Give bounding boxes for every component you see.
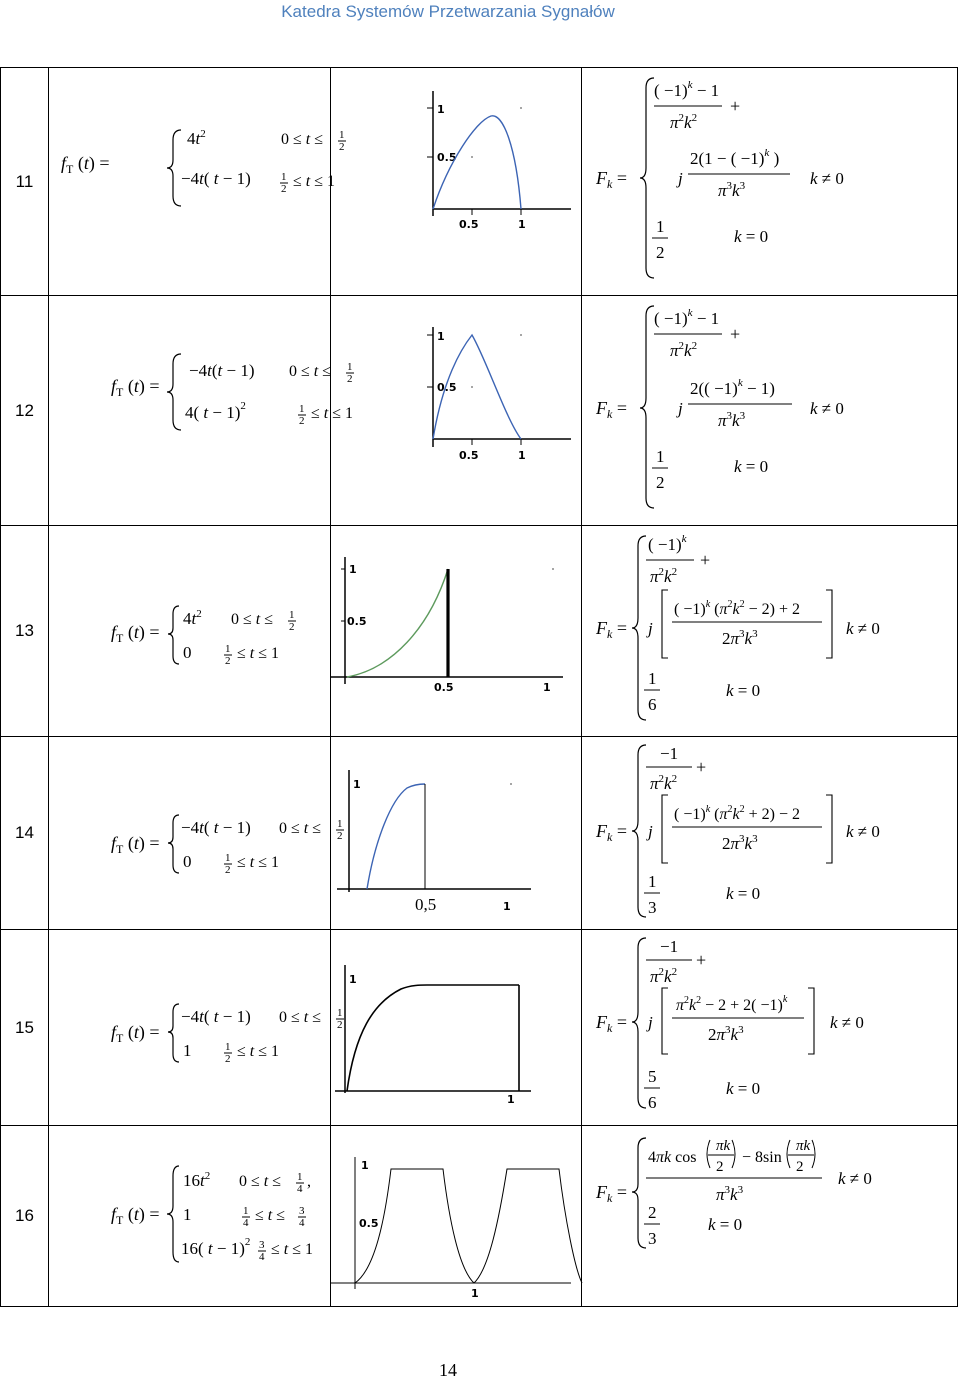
- plot-figure: [331, 529, 582, 734]
- definition-formula: [49, 296, 354, 520]
- svg-text:2: 2: [339, 141, 345, 153]
- svg-text:3: 3: [299, 1205, 305, 1217]
- svg-text:16t2: $16t^2$: [183, 1170, 211, 1190]
- svg-text:4( t − 1)2: 4( t − 1)$^2$: [185, 400, 246, 422]
- svg-text:4t2: $4t^2$: [187, 128, 206, 148]
- table-row: [1, 296, 958, 526]
- table-row: [1, 526, 958, 737]
- svg-text:1: 1: [337, 818, 343, 830]
- svg-text:+: +: [730, 96, 741, 116]
- svg-text:3: 3: [648, 898, 657, 917]
- svg-text:5: 5: [648, 1067, 657, 1086]
- plot-figure: [331, 740, 582, 927]
- coefficient-formula: [582, 296, 959, 520]
- svg-text:π3k3: $\pi^3k^3$: [718, 180, 746, 200]
- x-tick-0-5: 0.5: [434, 680, 454, 694]
- y-tick-0-5: 0.5: [437, 380, 457, 394]
- table-row: [1, 930, 958, 1126]
- coefficient-formula: [582, 68, 959, 290]
- svg-text:+: +: [700, 550, 711, 570]
- svg-text:2π3k3: $2\pi^3k^3$: [722, 628, 758, 648]
- plot-figure: [331, 71, 582, 293]
- svg-text:Fk =: $F_k$ =: [596, 1012, 627, 1035]
- svg-text:fT (t) =: $f_T$ (t) =: [111, 622, 160, 645]
- curve: [355, 1169, 582, 1283]
- table-row: [1, 737, 958, 930]
- svg-text:1: 1: [225, 852, 231, 864]
- svg-text:fT (t) =: $f_T$ (t) =: [111, 1022, 160, 1045]
- svg-text:≤ t ≤ 1: ≤ t ≤ 1: [237, 645, 280, 662]
- function-definition: [49, 296, 354, 526]
- svg-text:2: 2: [289, 621, 295, 633]
- page-header: Katedra Systemów Przetwarzania Sygnałów: [281, 2, 615, 21]
- svg-text:2: 2: [337, 830, 343, 842]
- svg-text:2(( −1)k − 1): $2(( -1)^k - 1)$: [690, 377, 775, 398]
- svg-text:1: 1: [289, 609, 295, 621]
- svg-text:2: 2: [299, 415, 305, 427]
- fourier-coefficients: [582, 1126, 958, 1307]
- definition-formula: [49, 737, 343, 924]
- svg-text:4: 4: [297, 1183, 303, 1195]
- fourier-coefficients: [582, 68, 958, 296]
- svg-text:π2k2: $\pi^2k^2$: [670, 340, 698, 360]
- function-plot: [331, 1126, 582, 1307]
- svg-text:( −1)k (π2k2 − 2) + 2: ( −1)$^k$ $(\pi^2k^2 - 2) + 2$: [674, 599, 800, 618]
- function-plot: [331, 930, 582, 1126]
- svg-text:6: 6: [648, 695, 657, 714]
- svg-text:+: +: [730, 324, 741, 344]
- y-tick-1: 1: [349, 972, 357, 986]
- svg-text:k ≠ 0: k ≠ 0: [810, 169, 844, 188]
- row-number: 13: [1, 526, 49, 737]
- curve: [433, 335, 521, 439]
- svg-text:j: j: [648, 822, 653, 841]
- svg-text:1: 1: [656, 217, 665, 236]
- svg-text:1: 1: [337, 1007, 343, 1019]
- svg-text:3: 3: [259, 1239, 265, 1251]
- svg-text:j: j: [648, 619, 653, 638]
- svg-text:2: 2: [347, 373, 353, 385]
- svg-text:1: 1: [183, 1041, 192, 1060]
- svg-text:Fk =: $F_k$ =: [596, 821, 627, 844]
- svg-text:1: 1: [347, 361, 353, 373]
- fourier-coefficients: [582, 296, 958, 526]
- svg-text:2: 2: [225, 1053, 231, 1065]
- svg-text:( −1)k: ( −1)$^k$: [648, 533, 687, 554]
- x-tick-0-5: 0.5: [459, 217, 479, 231]
- svg-text:≤ t ≤ 1: ≤ t ≤ 1: [271, 1241, 314, 1258]
- svg-text:k ≠ 0: k ≠ 0: [846, 619, 880, 638]
- svg-text:,: ,: [307, 1173, 311, 1190]
- x-tick-1: 1: [471, 1286, 479, 1300]
- fourier-coefficients: [582, 737, 958, 930]
- svg-text:1: 1: [225, 1041, 231, 1053]
- svg-text:1: 1: [648, 669, 657, 688]
- y-tick-1: 1: [361, 1158, 369, 1172]
- fourier-coefficients: [582, 930, 958, 1126]
- svg-text:k = 0: k = 0: [734, 227, 769, 246]
- svg-text:1: 1: [183, 1205, 192, 1224]
- svg-text:2: 2: [337, 1019, 343, 1031]
- svg-text:0 ≤ t ≤: 0 ≤ t ≤: [289, 363, 332, 380]
- svg-text:k = 0: k = 0: [734, 457, 769, 476]
- svg-text:0 ≤ t ≤: 0 ≤ t ≤: [231, 611, 274, 628]
- curve: [367, 784, 425, 889]
- svg-text:fT (t) =: $f_T$ (t) =: [111, 1204, 160, 1227]
- svg-text:≤ t ≤: ≤ t ≤: [255, 1207, 286, 1224]
- svg-text:2: 2: [225, 864, 231, 876]
- svg-text:k ≠ 0: k ≠ 0: [838, 1169, 872, 1188]
- plot-figure: [331, 1129, 582, 1304]
- svg-text:π2k2: $\pi^2k^2$: [650, 773, 678, 793]
- svg-text:≤ t ≤ 1: ≤ t ≤ 1: [293, 173, 336, 190]
- svg-text:−4t(t − 1): −4t(t − 1): [189, 361, 255, 380]
- svg-text:Fk =: $F_k$ =: [596, 618, 627, 641]
- function-plot: [331, 68, 582, 296]
- y-tick-0-5: 0.5: [347, 614, 367, 628]
- definition-formula: [49, 1126, 331, 1301]
- svg-text:0: 0: [183, 643, 192, 662]
- svg-text:16( t − 1)2: 16( t − 1)$^2$: [181, 1236, 251, 1258]
- svg-text:π2k2: $\pi^2k^2$: [650, 566, 678, 586]
- svg-text:2(1 − ( −1)k ): 2(1 − ( −1)$^k$ ): [690, 147, 780, 168]
- row-number: 15: [1, 930, 49, 1126]
- function-plot: [331, 296, 582, 526]
- row-number: 11: [1, 68, 49, 296]
- coefficient-formula: [582, 930, 959, 1120]
- coefficient-formula: [582, 526, 959, 731]
- y-tick-0-5: 0.5: [359, 1216, 379, 1230]
- svg-text:πk: πk: [796, 1138, 811, 1154]
- x-tick-0-5: 0.5: [459, 448, 479, 462]
- svg-text:1: 1: [339, 129, 345, 141]
- x-tick-1: 1: [518, 217, 526, 231]
- x-tick-0-5: 0,5: [415, 894, 437, 914]
- function-plot: [331, 526, 582, 737]
- function-definition: [49, 737, 343, 930]
- svg-text:2π3k3: $2\pi^3k^3$: [722, 833, 758, 853]
- svg-text:Fk =: $F_k$ =: [596, 398, 627, 421]
- svg-text:π3k3: $\pi^3k^3$: [716, 1184, 744, 1204]
- svg-text:0 ≤ t ≤: 0 ≤ t ≤: [279, 1009, 322, 1026]
- svg-text:j: j: [648, 1013, 653, 1032]
- table-row: [1, 68, 958, 296]
- definition-formula: [49, 68, 345, 290]
- svg-text:1: 1: [297, 1171, 303, 1183]
- svg-text:π2k2: $\pi^2k^2$: [670, 112, 698, 132]
- svg-text:0 ≤ t ≤: 0 ≤ t ≤: [281, 131, 324, 148]
- y-tick-1: 1: [353, 777, 361, 791]
- svg-text:k ≠ 0: k ≠ 0: [810, 399, 844, 418]
- svg-text:4t2: $4t^2$: [183, 608, 202, 628]
- svg-text:j: j: [678, 399, 683, 418]
- coefficient-formula: [582, 1126, 959, 1301]
- svg-text:k = 0: k = 0: [708, 1215, 743, 1234]
- y-tick-1: 1: [349, 562, 357, 576]
- svg-text:k = 0: k = 0: [726, 884, 761, 903]
- svg-text:π2k2 − 2 + 2( −1)k: $\pi^2k^2 - 2 + 2( -1)^k$: [676, 994, 788, 1014]
- svg-text:π2k2: $\pi^2k^2$: [650, 966, 678, 986]
- definition-formula: [49, 526, 331, 731]
- svg-text:4: 4: [259, 1251, 265, 1263]
- svg-text:−4t( t − 1): −4t( t − 1): [181, 818, 251, 837]
- svg-text:Fk =: $F_k$ =: [596, 1182, 627, 1205]
- svg-text:2: 2: [225, 655, 231, 667]
- svg-text:2: 2: [656, 473, 665, 492]
- function-plot: [331, 737, 582, 930]
- svg-text:k ≠ 0: k ≠ 0: [846, 822, 880, 841]
- svg-text:1: 1: [281, 171, 287, 183]
- plot-figure: [331, 933, 582, 1123]
- definition-formula: [49, 930, 343, 1120]
- y-tick-1: 1: [437, 102, 445, 116]
- function-definition: [49, 526, 331, 737]
- svg-text:2: 2: [796, 1159, 804, 1175]
- svg-text:−4t( t − 1): −4t( t − 1): [181, 1007, 251, 1026]
- table-row: [1, 1126, 958, 1307]
- row-number: 16: [1, 1126, 49, 1307]
- svg-text:2: 2: [648, 1203, 657, 1222]
- svg-text:1: 1: [225, 643, 231, 655]
- svg-text:1: 1: [299, 403, 305, 415]
- svg-text:4πk cos: 4πk cos: [648, 1149, 697, 1166]
- fourier-table: [0, 67, 958, 1307]
- svg-text:0 ≤ t ≤: 0 ≤ t ≤: [239, 1173, 282, 1190]
- svg-text:1: 1: [648, 872, 657, 891]
- coefficient-formula: [582, 737, 959, 924]
- svg-text:2: 2: [281, 183, 287, 195]
- svg-text:k = 0: k = 0: [726, 681, 761, 700]
- svg-text:4: 4: [299, 1217, 305, 1229]
- svg-text:1: 1: [656, 447, 665, 466]
- svg-text:fT (t) =: $f_T$ (t) =: [111, 833, 160, 856]
- svg-text:− 8sin: − 8sin: [742, 1149, 782, 1166]
- y-tick-1: 1: [437, 329, 445, 343]
- svg-text:+: +: [696, 757, 707, 777]
- svg-text:Fk =: $F_k$ =: [596, 168, 627, 191]
- row-number: 12: [1, 296, 49, 526]
- svg-text:0 ≤ t ≤: 0 ≤ t ≤: [279, 820, 322, 837]
- svg-text:πk: πk: [716, 1138, 731, 1154]
- svg-text:2: 2: [656, 243, 665, 262]
- svg-text:3: 3: [648, 1229, 657, 1248]
- svg-text:( −1)k − 1: ( −1)$^k$ − 1: [654, 79, 720, 100]
- function-definition: [49, 1126, 331, 1307]
- svg-text:k ≠ 0: k ≠ 0: [830, 1013, 864, 1032]
- function-definition: [49, 930, 343, 1126]
- row-number: 14: [1, 737, 49, 930]
- svg-text:k = 0: k = 0: [726, 1079, 761, 1098]
- svg-text:−4t( t − 1): −4t( t − 1): [181, 169, 251, 188]
- svg-text:fT (t) =: $f_T$ (t) =: [61, 153, 110, 176]
- svg-text:≤ t ≤ 1: ≤ t ≤ 1: [237, 854, 280, 871]
- x-tick-1: 1: [543, 680, 551, 694]
- svg-text:j: j: [678, 169, 683, 188]
- y-tick-0-5: 0.5: [437, 150, 457, 164]
- page-number: 14: [439, 1360, 457, 1380]
- svg-text:−1: −1: [660, 937, 679, 956]
- curve: [347, 985, 519, 1091]
- svg-text:π3k3: $\pi^3k^3$: [718, 410, 746, 430]
- svg-text:≤ t ≤ 1: ≤ t ≤ 1: [237, 1043, 280, 1060]
- svg-text:0: 0: [183, 852, 192, 871]
- svg-text:( −1)k − 1: ( −1)$^k$ − 1: [654, 307, 720, 328]
- function-definition: [49, 68, 345, 296]
- x-tick-1: 1: [507, 1092, 515, 1106]
- svg-text:( −1)k (π2k2 + 2) − 2: ( −1)$^k$ $(\pi^2k^2 + 2) - 2$: [674, 804, 800, 823]
- x-tick-1: 1: [503, 899, 511, 913]
- svg-text:+: +: [696, 950, 707, 970]
- plot-figure: [331, 299, 582, 523]
- x-tick-1: 1: [518, 448, 526, 462]
- svg-text:2π3k3: $2\pi^3k^3$: [708, 1024, 744, 1044]
- fourier-coefficients: [582, 526, 958, 737]
- svg-text:2: 2: [716, 1159, 724, 1175]
- svg-text:1: 1: [243, 1205, 249, 1217]
- svg-text:≤ t ≤ 1: ≤ t ≤ 1: [311, 405, 354, 422]
- svg-text:6: 6: [648, 1093, 657, 1112]
- svg-text:fT (t) =: $f_T$ (t) =: [111, 376, 160, 399]
- svg-text:4: 4: [243, 1217, 249, 1229]
- svg-text:−1: −1: [660, 744, 679, 763]
